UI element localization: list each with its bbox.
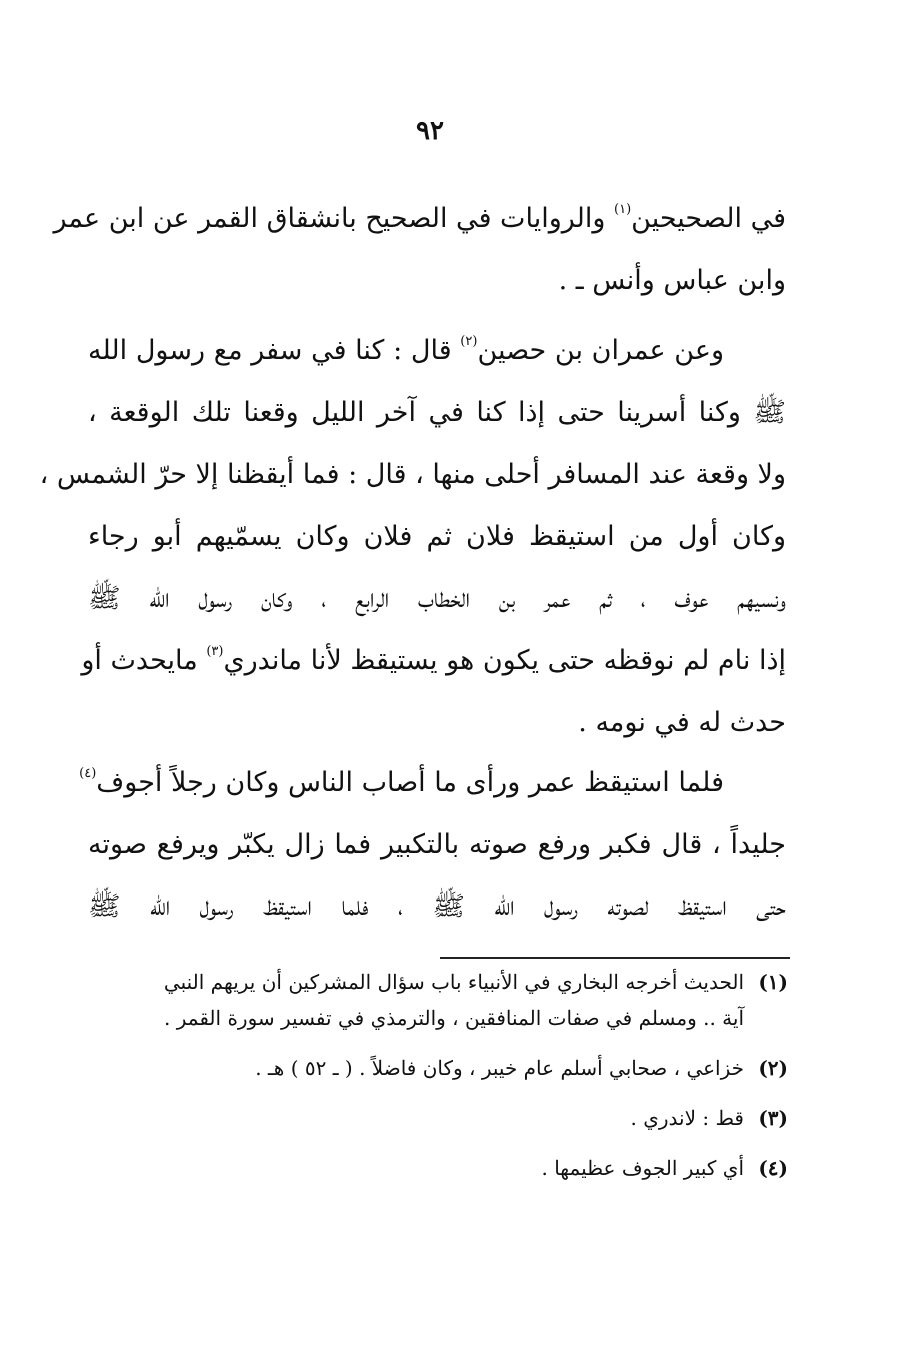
footnotes: [120, 964, 788, 1186]
footnote-text: خزاعي ، صحابي أسلم عام خيبر ، وكان فاضلاً . ( ـ ٥٢ ) هـ .: [255, 1056, 744, 1080]
footnote-marker: (١): [758, 970, 788, 994]
text-line: ﷺ وكنا أسرينا حتى إذا كنا في آخر الليل وقعنا تلك الوقعة ،: [88, 397, 786, 428]
footnote-marker: (٤): [758, 1156, 788, 1180]
footnote-2: [120, 1050, 788, 1086]
text-line: ولا وقعة عند المسافر أحلى منها ، قال : فما أيقظنا إلا حرّ الشمس ،: [39, 459, 786, 490]
footnote-text: الحديث أخرجه البخاري في الأنبياء باب سؤال المشركين أن يريهم النبي: [163, 970, 744, 994]
page-number: ٩٢: [416, 116, 444, 146]
text-line: فلما استيقظ عمر ورأى ما أصاب الناس وكان رجلاً أجوف$^{(٤)}$: [79, 766, 724, 798]
text-line: حدث له في نومه .: [578, 707, 786, 738]
text-line: جليداً ، قال فكبر ورفع صوته بالتكبير فما زال يكبّر ويرفع صوته: [88, 829, 786, 860]
footnote-ref: (٣): [206, 644, 224, 659]
footnote-ref: (٢): [460, 334, 478, 349]
footnote-text: قط : لاندري .: [630, 1106, 744, 1130]
text-line: حتى استيقظ لصوته رسول الله ﷺ ، فلما استيقظ رسول الله ﷺ: [88, 891, 786, 922]
text-line: في الصحيحين$^{(١)}$ والروايات في الصحيح بانشقاق القمر عن ابن عمر: [53, 202, 786, 234]
footnote-3: [120, 1100, 788, 1136]
text-line: وعن عمران بن حصين$^{(٢)}$ قال : كنا في سفر مع رسول الله: [88, 334, 724, 366]
footnote-marker: (٢): [758, 1056, 788, 1080]
footnote-marker: (٣): [758, 1106, 788, 1130]
footnote-text: آية .. ومسلم في صفات المنافقين ، والترمذي في تفسير سورة القمر .: [164, 1006, 744, 1030]
footnote-separator: [440, 957, 790, 959]
paragraph-2: [39, 320, 786, 754]
footnote-4: [120, 1150, 788, 1186]
footnote-ref: (١): [614, 202, 632, 217]
text-line: وكان أول من استيقظ فلان ثم فلان وكان يسمّيهم أبو رجاء: [88, 521, 786, 552]
footnote-text: أي كبير الجوف عظيمها .: [541, 1156, 744, 1180]
paragraph-1: [53, 188, 786, 312]
text-line: ونسيهم عوف ، ثم عمر بن الخطاب الرابع ، وكان رسول الله ﷺ: [88, 583, 786, 614]
footnote-1: [120, 964, 788, 1036]
paragraph-3: [79, 752, 786, 938]
text-line: إذا نام لم نوقظه حتى يكون هو يستيقظ لأنا ماندري$^{(٣)}$ مايحدث أو: [81, 644, 786, 676]
footnote-ref: (٤): [79, 766, 97, 781]
text-line: وابن عباس وأنس ـ .: [558, 265, 786, 296]
